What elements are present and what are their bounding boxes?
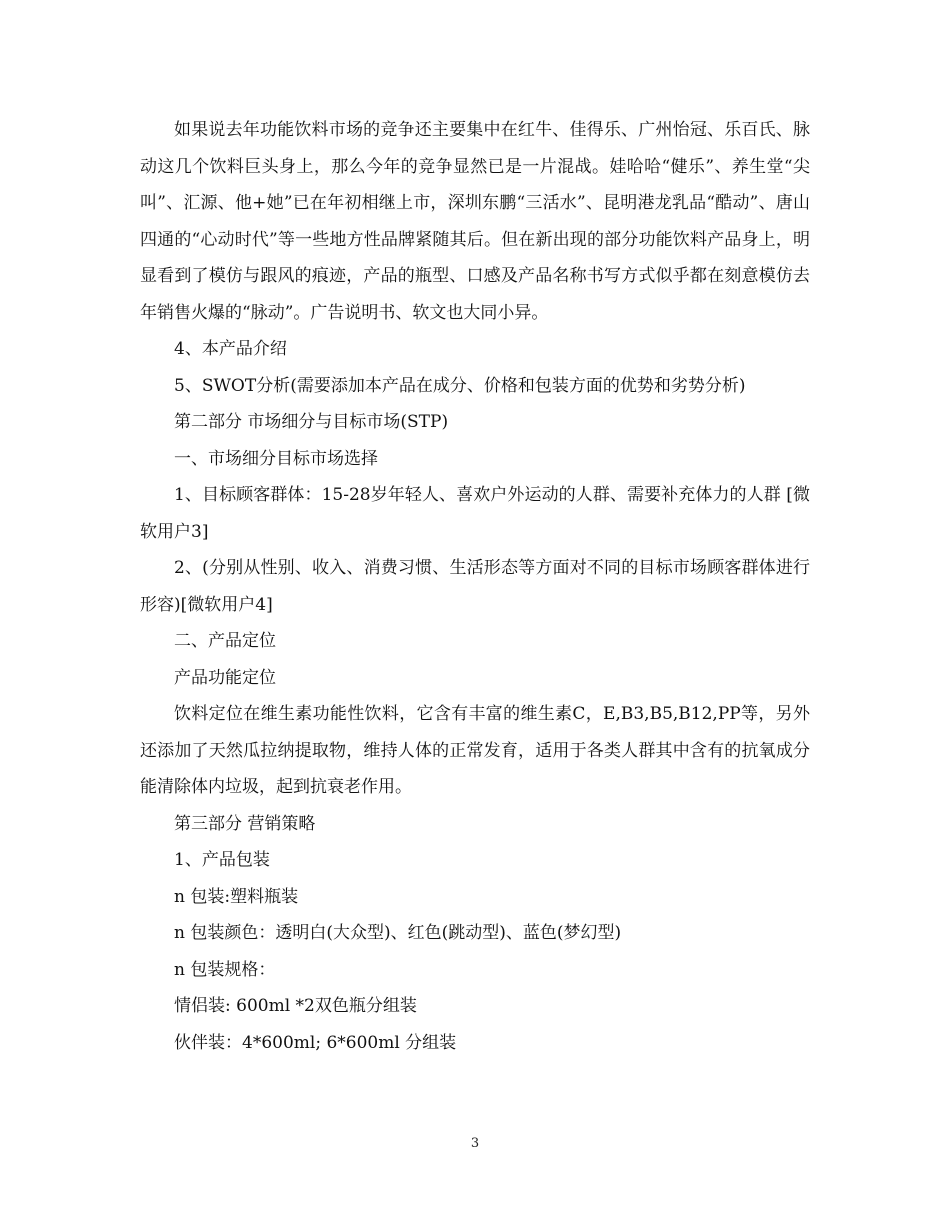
paragraph-customer-description: 2、(分别从性别、收入、消费习惯、生活形态等方面对不同的目标市场顾客群体进行形容)[微软用户4] (140, 558, 810, 615)
list-item-package-type: n 包装:塑料瓶装 (174, 886, 299, 907)
paragraph-competition: 如果说去年功能饮料市场的竞争还主要集中在红牛、佳得乐、广州怡冠、乐百氏、脉动这几个饮料巨头身上，那么今年的竞争显然已是一片混战。娃哈哈“健乐”、养生堂“尖叫”、汇源、他+她”已在年初相继上市，深圳东鹏“三活水”、昆明港龙乳品“酷动”、唐山四通的“心动时代”等一些地方性品牌紧随其后。但在新出现的部分功能饮料产品身上，明显看到了模仿与跟风的痕迹，产品的瓶型、口感及产品名称书写方式似乎都在刻意模仿去年销售火爆的“脉动”。广告说明书、软文也大同小异。 (140, 120, 810, 323)
paragraph-swot: 5、SWOT分析(需要添加本产品在成分、价格和包装方面的优势和劣势分析) (174, 375, 746, 396)
heading-part-three: 第三部分 营销策略 (174, 813, 316, 834)
page-number: 3 (470, 1136, 480, 1151)
heading-positioning: 二、产品定位 (174, 631, 276, 651)
paragraph-partner-pack: 伙伴装：4*600ml; 6*600ml 分组装 (174, 1032, 457, 1053)
paragraph-couple-pack: 情侣装: 600ml *2双色瓶分组装 (174, 996, 417, 1016)
paragraph-vitamin-positioning: 饮料定位在维生素功能性饮料，它含有丰富的维生素C，E,B3,B5,B12,PP等，另外还添加了天然瓜拉纳提取物，维持人体的正常发育，适用于各类人群其中含有的抗氧成分能清除体内垃圾，起到抗衰老作用。 (140, 704, 810, 797)
heading-packaging: 1、产品包装 (174, 850, 270, 870)
document-body (140, 112, 810, 1061)
list-item-package-specs: n 包装规格： (174, 959, 276, 980)
paragraph-target-customers: 1、目标顾客群体：15-28岁年轻人、喜欢户外运动的人群、需要补充体力的人群 [微软用户3] (140, 485, 810, 542)
heading-part-two: 第二部分 市场细分与目标市场(STP) (174, 412, 449, 432)
list-item-package-colors: n 包装颜色：透明白(大众型)、红色(跳动型)、蓝色(梦幻型) (174, 923, 622, 943)
heading-segmentation: 一、市场细分目标市场选择 (174, 448, 378, 469)
paragraph-product-intro: 4、本产品介绍 (174, 339, 287, 359)
heading-function-positioning: 产品功能定位 (174, 667, 276, 688)
